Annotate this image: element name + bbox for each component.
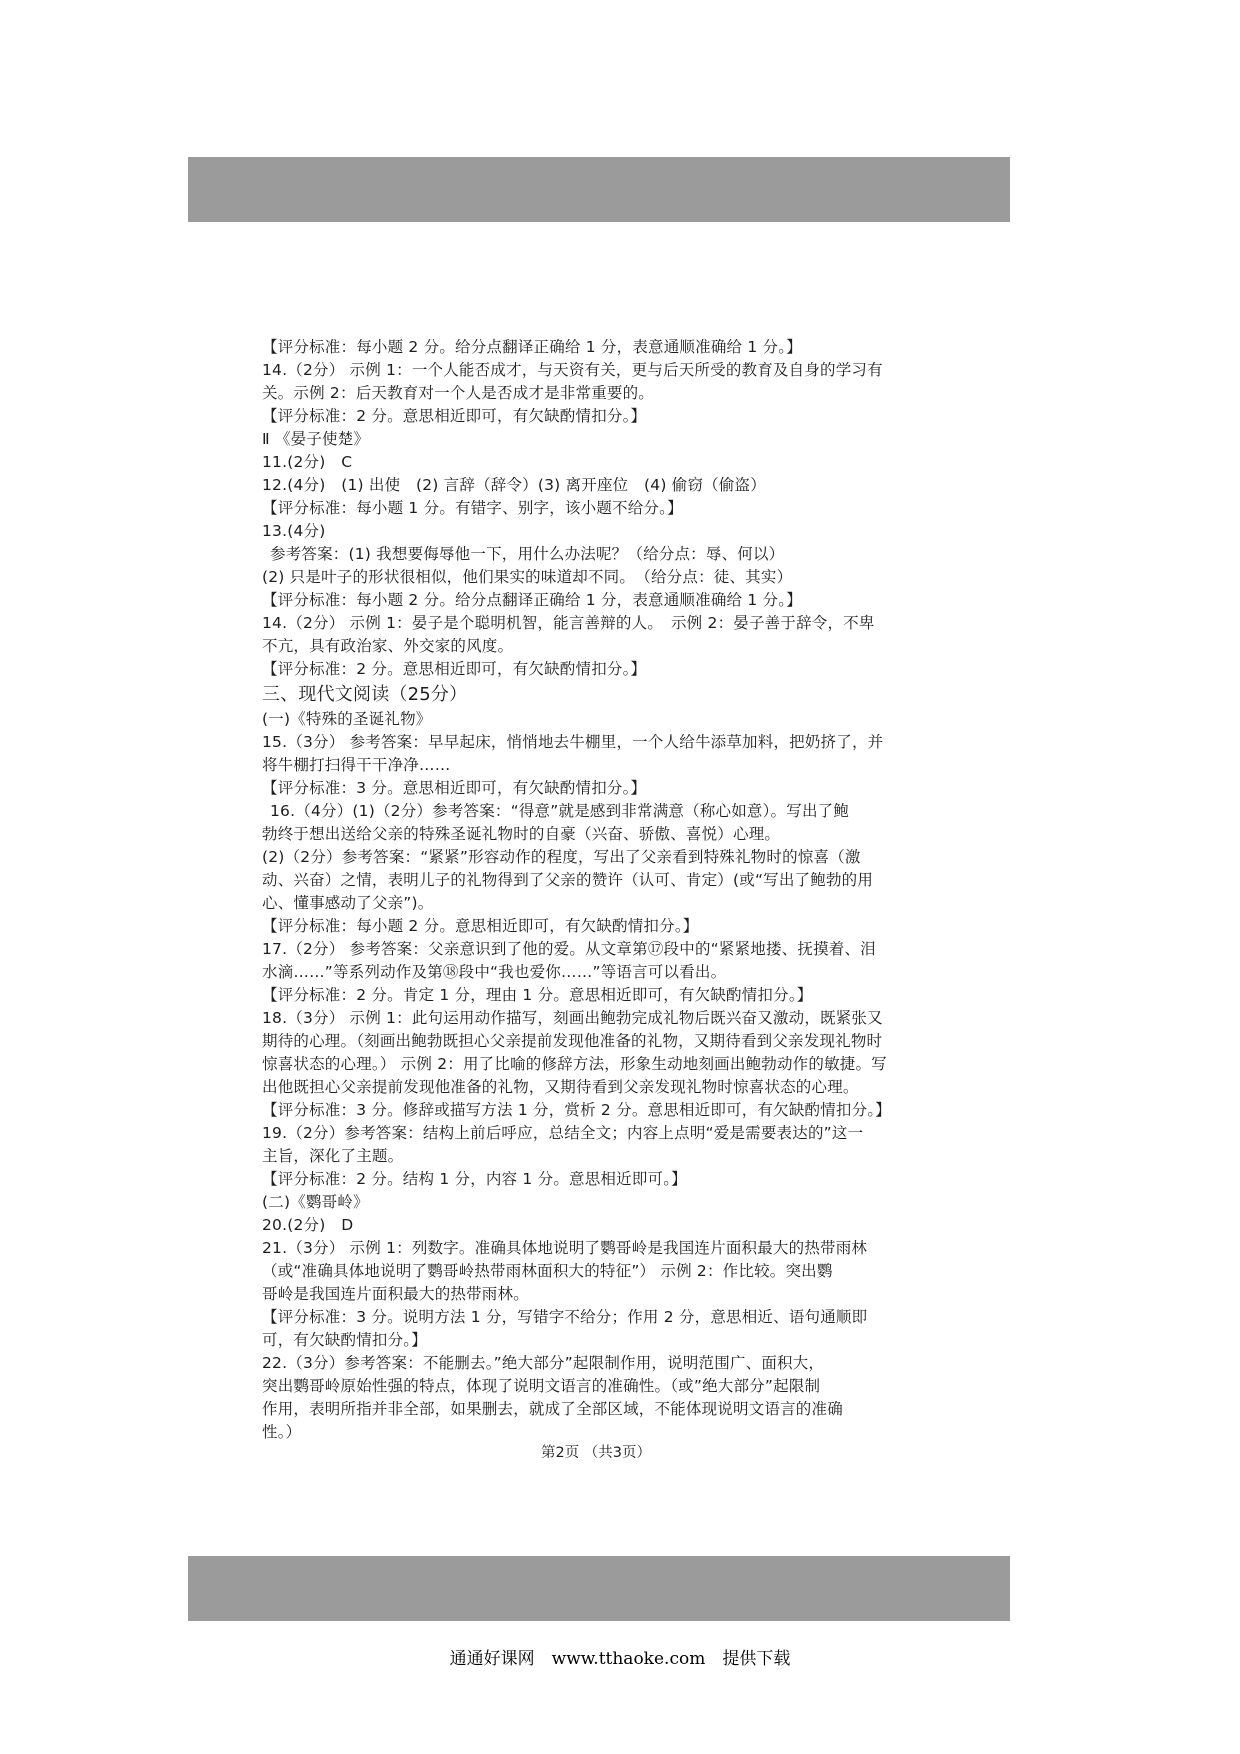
subsection-heading: (二)《鹦哥岭》 — [262, 1193, 369, 1211]
text-line: 19.（2分）参考答案：结构上前后呼应，总结全文；内容上点明“爱是需要表达的”这一 — [262, 1124, 864, 1142]
text-line: 作用，表明所指并非全部，如果删去，就成了全部区域，不能体现说明文语言的准确 — [262, 1400, 843, 1418]
text-line: 15.（3分） 参考答案：早早起床，悄悄地去牛棚里，一个人给牛添草加料，把奶挤了，并 — [262, 733, 884, 751]
text-line: 17.（2分） 参考答案：父亲意识到了他的爱。从文章第⑰段中的“紧紧地搂、抚摸着、泪 — [262, 940, 876, 958]
text-line: 出他既担心父亲提前发现他准备的礼物，又期待看到父亲发现礼物时惊喜状态的心理。 — [262, 1078, 859, 1096]
text-line: (2) 只是叶子的形状很相似，他们果实的味道却不同。 （给分点：徒、其实） — [262, 568, 793, 586]
text-line: 14.（2分） 示例 1：一个人能否成才，与天资有关，更与后天所受的教育及自身的学习有 — [262, 361, 883, 379]
text-line: 22.（3分）参考答案：不能删去。”绝大部分”起限制作用，说明范围广、面积大， — [262, 1354, 825, 1372]
text-line: 11.(2分) C — [262, 453, 353, 471]
text-line: 主旨，深化了主题。 — [262, 1147, 404, 1165]
text-line: 不亢，具有政治家、外交家的风度。 — [262, 637, 514, 655]
text-line: 惊喜状态的心理。） 示例 2：用了比喻的修辞方法，形象生动地刻画出鲍勃动作的敏捷。写 — [262, 1055, 887, 1073]
text-line: 【评分标准：2 分。肯定 1 分，理由 1 分。意思相近即可，有欠缺酌情扣分。】 — [262, 986, 813, 1004]
text-line: 18.（3分） 示例 1：此句运用动作描写，刻画出鲍勃完成礼物后既兴奋又激动，既紧张又 — [262, 1009, 883, 1027]
top-gray-band — [188, 157, 1010, 222]
text-line: 将牛棚打扫得干干净净…… — [262, 756, 451, 774]
text-line: 14.（2分） 示例 1：晏子是个聪明机智，能言善辩的人。 示例 2：晏子善于辞令，不卑 — [262, 614, 875, 632]
text-line: 12.(4分) (1) 出使 (2) 言辞（辞令）(3) 离开座位 (4) 偷窃（偷盗） — [262, 476, 766, 494]
text-line: 关。示例 2：后天教育对一个人是否成才是非常重要的。 — [262, 384, 654, 402]
text-line: 【评分标准：每小题 2 分。给分点翻译正确给 1 分，表意通顺准确给 1 分。】 — [262, 591, 802, 609]
text-line: 勃终于想出送给父亲的特殊圣诞礼物时的自豪（兴奋、骄傲、喜悦）心理。 — [262, 825, 781, 843]
text-line: 20.(2分) D — [262, 1216, 354, 1234]
text-line: 【评分标准：2 分。意思相近即可，有欠缺酌情扣分。】 — [262, 407, 647, 425]
text-line: 13.(4分) — [262, 522, 326, 540]
text-line: 【评分标准：3 分。说明方法 1 分，写错字不给分；作用 2 分，意思相近、语句通顺即 — [262, 1308, 868, 1326]
text-line: (2)（2分）参考答案：“紧紧”形容动作的程度，写出了父亲看到特殊礼物时的惊喜（激 — [262, 848, 861, 866]
text-line: 【评分标准：3 分。意思相近即可，有欠缺酌情扣分。】 — [262, 779, 647, 797]
text-line: （或“准确具体地说明了鹦哥岭热带雨林面积大的特征”） 示例 2：作比较。突出鹦 — [262, 1262, 833, 1280]
text-line: 可，有欠缺酌情扣分。】 — [262, 1331, 427, 1349]
bottom-gray-band — [188, 1556, 1010, 1621]
text-line: 【评分标准：3 分。修辞或描写方法 1 分，赏析 2 分。意思相近即可，有欠缺酌情扣分。】 — [262, 1101, 891, 1119]
text-line: 哥岭是我国连片面积最大的热带雨林。 — [262, 1285, 529, 1303]
text-line: 心、懂事感动了父亲”)。 — [262, 894, 434, 912]
subsection-heading: (一)《特殊的圣诞礼物》 — [262, 710, 432, 728]
text-line: 21.（3分） 示例 1：列数字。准确具体地说明了鹦哥岭是我国连片面积最大的热带雨林 — [262, 1239, 868, 1257]
text-line: 突出鹦哥岭原始性强的特点，体现了说明文语言的准确性。（或”绝大部分”起限制 — [262, 1377, 821, 1395]
text-line: 参考答案：(1) 我想要侮辱他一下，用什么办法呢？（给分点：辱、何以） — [270, 545, 785, 563]
text-line: 16.（4分）(1)（2分）参考答案：“得意”就是感到非常满意（称心如意）。写出了鲍 — [270, 802, 850, 820]
text-line: 【评分标准：2 分。意思相近即可，有欠缺酌情扣分。】 — [262, 660, 647, 678]
footer-download-note: 通通好课网 www.tthaoke.com 提供下载 — [449, 1649, 791, 1669]
section-heading: 三、现代文阅读（25分） — [262, 684, 468, 705]
text-line: 水滴……”等系列动作及第⑱段中“我也爱你……”等语言可以看出。 — [262, 963, 727, 981]
text-line: 【评分标准：2 分。结构 1 分，内容 1 分。意思相近即可。】 — [262, 1170, 687, 1188]
text-line: 【评分标准：每小题 2 分。给分点翻译正确给 1 分，表意通顺准确给 1 分。】 — [262, 338, 802, 356]
answer-content — [262, 336, 930, 1444]
text-line: 期待的心理。（刻画出鲍勃既担心父亲提前发现他准备的礼物，又期待看到父亲发现礼物时 — [262, 1032, 883, 1050]
text-line: 动、兴奋）之情，表明儿子的礼物得到了父亲的赞许（认可、肯定）(或“写出了鲍勃的用 — [262, 871, 874, 889]
section-heading: Ⅱ 《晏子使楚》 — [262, 430, 370, 448]
page-number: 第2页 （共3页） — [540, 1445, 652, 1461]
text-line: 【评分标准：每小题 1 分。有错字、别字，该小题不给分。】 — [262, 499, 683, 517]
text-line: 【评分标准：每小题 2 分。意思相近即可，有欠缺酌情扣分。】 — [262, 917, 699, 935]
text-line: 性。） — [262, 1423, 302, 1441]
